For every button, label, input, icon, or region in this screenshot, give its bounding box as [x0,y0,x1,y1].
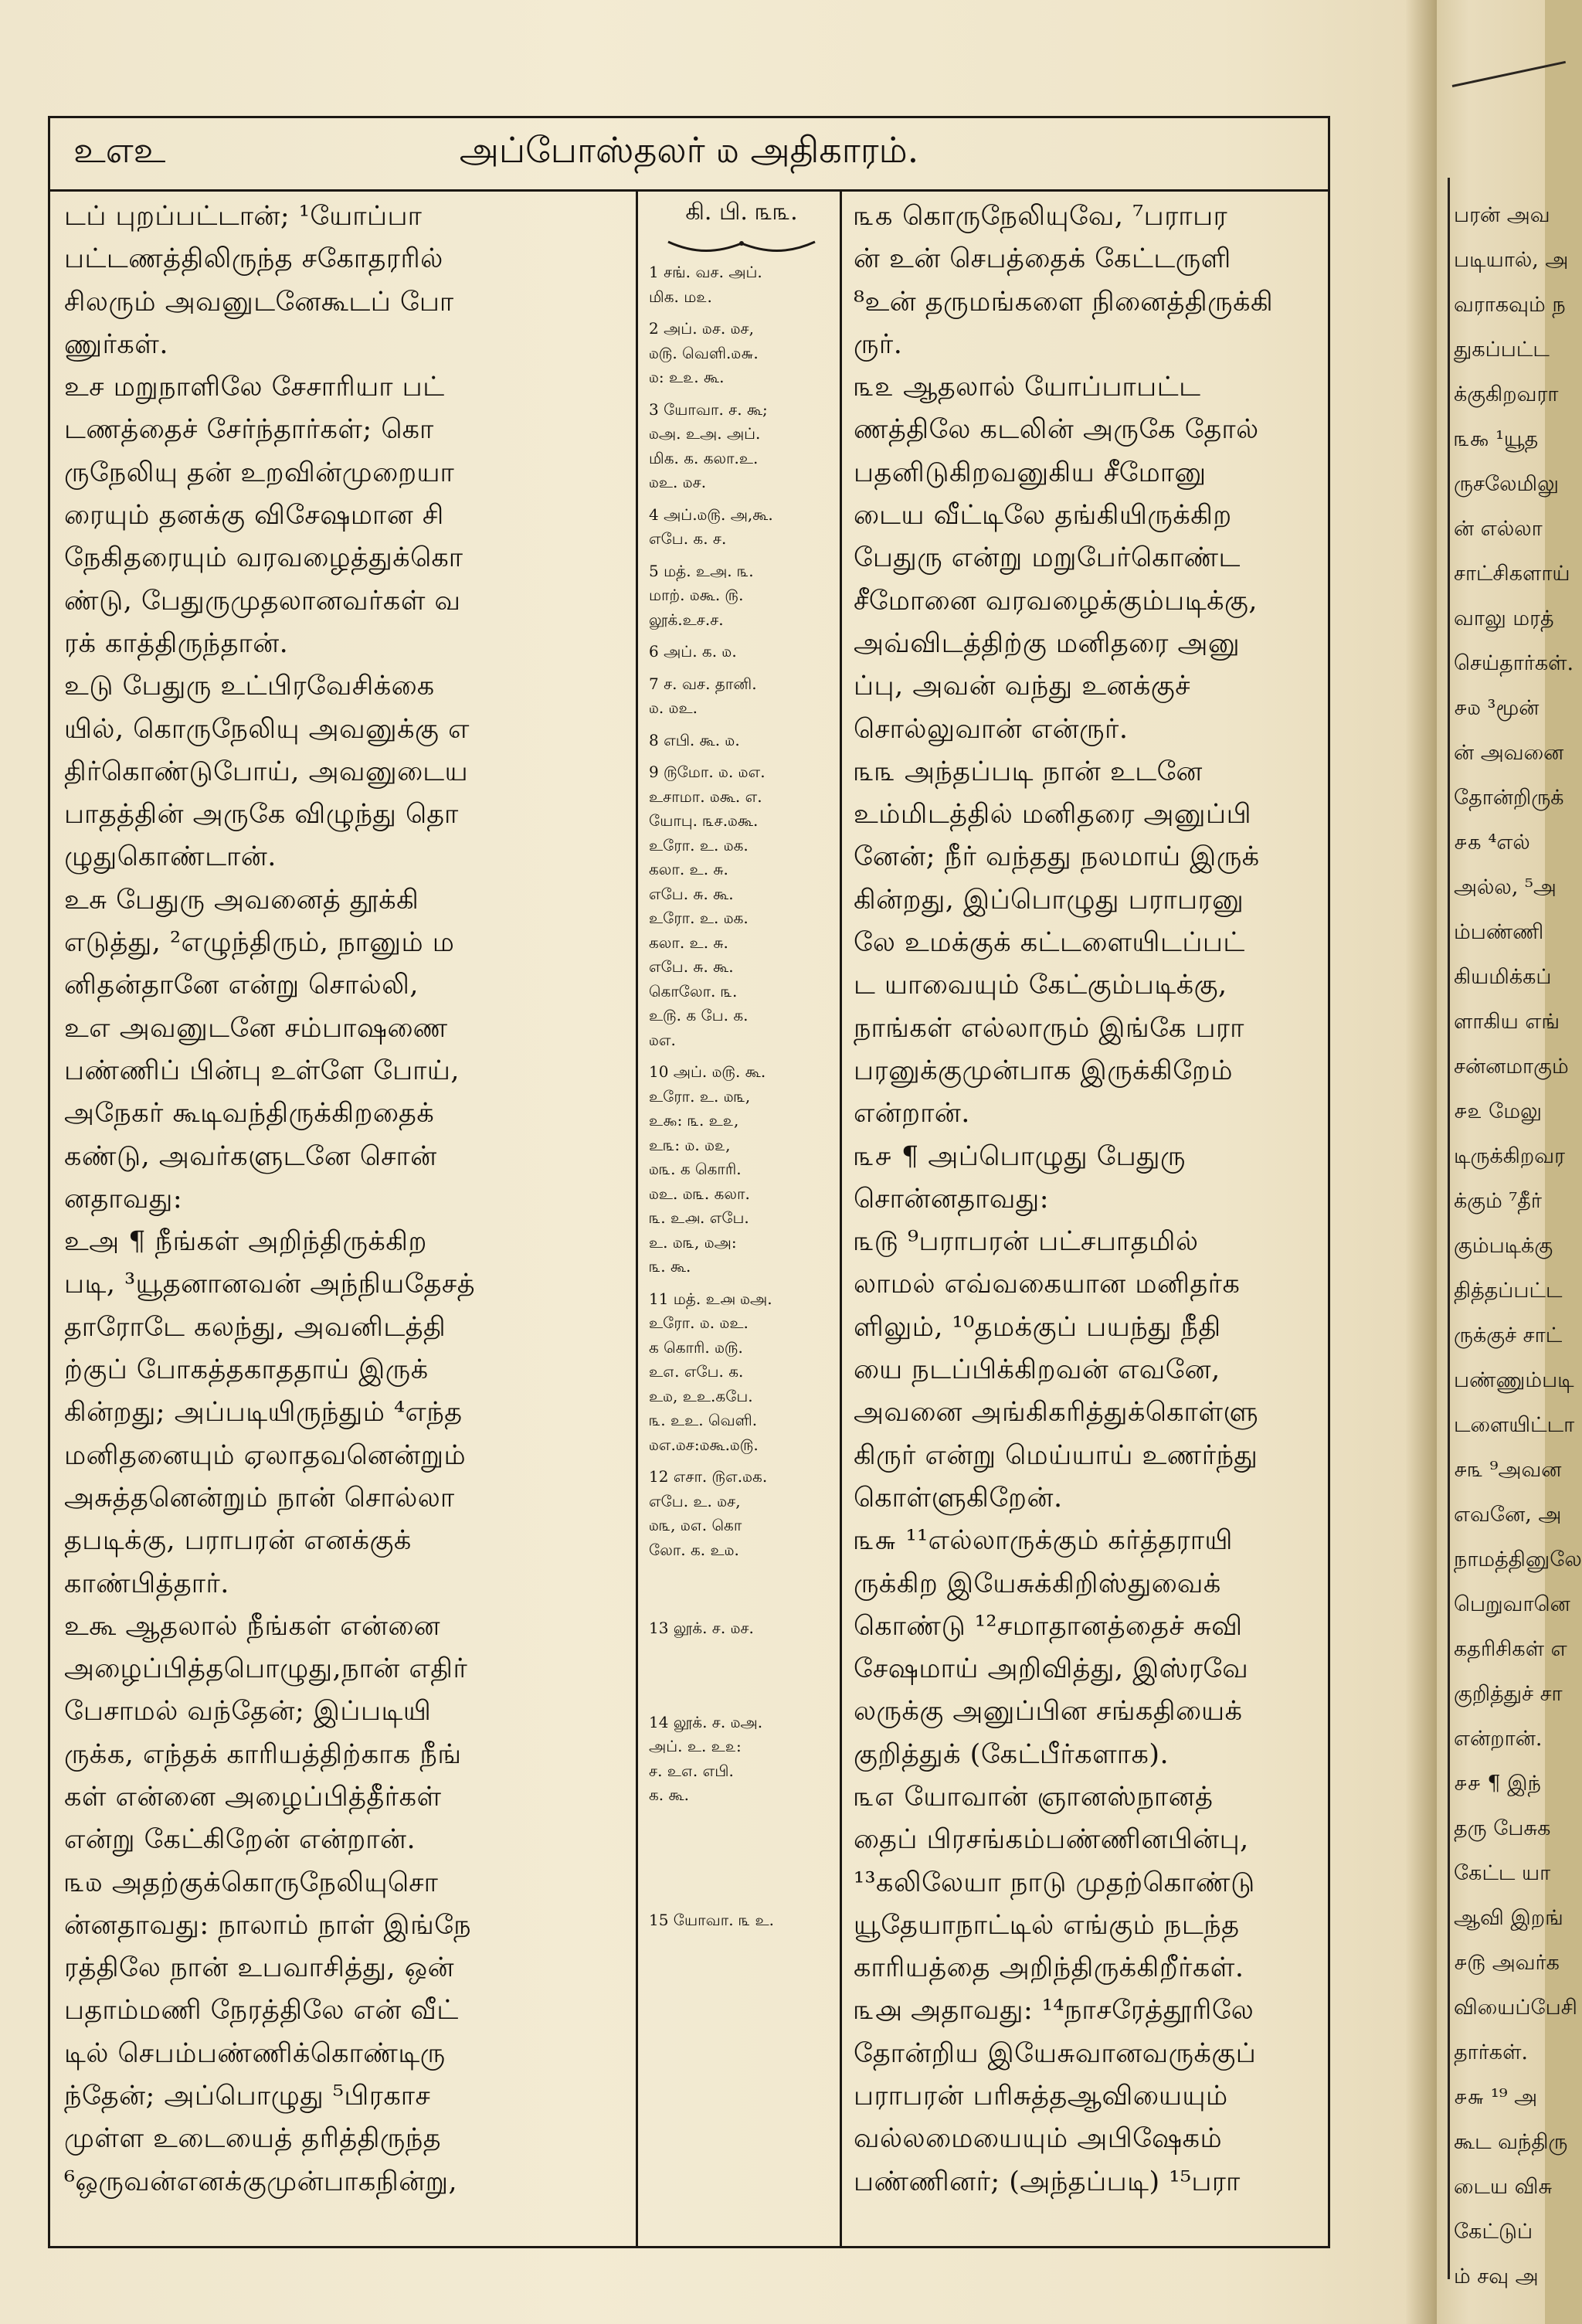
text-line: னிதன்தானே என்று சொல்லி, [64,970,419,1001]
text-line: ரத்திலே நான் உபவாசித்து, ஒன் [64,1952,455,1984]
text-line: சீமோனை வரவழைக்கும்படிக்கு, [854,585,1258,617]
reference-group [649,398,834,495]
text-line: வியைப்பேசி [1454,1996,1577,2020]
text-line: சொல்லுவான் என்ருர். [854,713,1129,745]
reference-line: 13 லூக். ச. ௰ச. [649,1619,754,1637]
text-line: பட்டணத்திலிருந்த சகோதரரில் [64,243,443,275]
text-line: ¹³கலிலேயா நாடு முதற்கொண்டு [854,1867,1255,1898]
text-line: பதாம்மணி நேரத்திலே என் வீட் [64,1995,459,2027]
text-line: ருக்கிற இயேசுக்கிறிஸ்துவைக் [854,1568,1221,1599]
reference-line: கொலோ. ௩. [649,981,738,1001]
reference-group [649,1060,834,1279]
text-line: டைய வீட்டிலே தங்கியிருக்கிற [854,500,1232,532]
text-line: ⁸உன் தருமங்களை நினைத்திருக்கி [854,286,1274,318]
text-line: ரையும் தனக்கு விசேஷமான சி [64,500,444,532]
text-line: எடுத்து, ²எழுந்திரும், நானும் ம [64,927,455,959]
reference-line: 7 ச. வச. தானி. [649,674,757,693]
text-line: ௩௪ ¶ அப்பொழுது பேதுரு [854,1140,1186,1172]
text-line: என்று கேட்கிறேன் என்றான். [64,1824,416,1856]
reference-line: 3 யோவா. ச. கூ; [649,399,768,419]
text-line: ௩௨ ஆதலால் யோப்பாபட்ட [854,372,1201,403]
text-line: காரியத்தை அறிந்திருக்கிறீர்கள். [854,1952,1244,1984]
reference-group [649,1616,834,1641]
reference-group [649,503,834,552]
text-line: பதனிடுகிறவனுகிய சீமோனு [854,457,1207,488]
text-line: கூட வந்திரு [1454,2130,1568,2154]
reference-line: 6 அப். க. ௰. [649,642,737,661]
reference-line: உ. ௰௩, ௰அ: [649,1232,737,1252]
text-line: டப் புறப்பட்டான்; ¹யோப்பா [64,201,423,232]
text-line: ௩௭ யோவான் ஞானஸ்நானத் [854,1781,1214,1813]
ornament-flourish [649,229,834,260]
text-line: பரன் அவ [1454,203,1550,227]
text-line: டிருக்கிறவர [1454,1144,1566,1168]
text-line: பண்ணினர்; (அந்தப்படி) ¹⁵பரா [854,2166,1241,2197]
reference-line: ௰௩, ௰௭. கொ [649,1516,742,1534]
text-line: வல்லமையையும் அபிஷேகம் [854,2123,1223,2155]
text-line: உசு பேதுரு அவனைத் தூக்கி [64,884,419,916]
reference-line: யோபு. ௩ச.௰கூ. [649,811,759,830]
reference-line: உரோ. உ. ௰௩, [649,1086,751,1106]
text-line: அசுத்தனென்றும் நான் சொல்லா [64,1482,455,1514]
text-line: எவனே, அ [1454,1503,1562,1527]
text-line: ளிலும், ¹⁰தமக்குப் பயந்து நீதி [854,1311,1221,1343]
reference-line: உரோ. உ. ௰க. [649,835,749,855]
adjacent-page-frame-line [1448,178,1450,2279]
left-text-column [64,195,632,2231]
text-line: சேஷமாய் அறிவித்து, இஸ்ரவே [854,1653,1249,1685]
text-line: பாதத்தின் அருகே விழுந்து தொ [64,799,459,831]
reference-line: 5 மத். உஅ. ௩. [649,561,754,580]
text-line: என்றான். [854,1098,970,1130]
text-line: ன் எல்லா [1454,517,1543,541]
text-line: ௪௧ ⁴எல் [1454,831,1530,855]
reference-line: 4 அப்.௰௫. அ,கூ. [649,505,773,524]
text-line: சொன்னதாவது: [854,1183,1050,1215]
text-line: பேசாமல் வந்தேன்; இப்படியி [64,1696,432,1728]
reference-line: உ௯: ௩. உ௨, [649,1111,739,1130]
text-line: ழுதுகொண்டான். [64,841,277,873]
text-line: வாலு மரத் [1454,606,1554,630]
reference-line: 12 எசா. ௫எ.௰க. [649,1467,768,1486]
reference-list [649,260,834,1932]
reference-line: ௰அ. உஅ. அப். [649,424,761,443]
text-line: ௩௬ ¹¹எல்லாருக்கும் கர்த்தராயி [854,1525,1233,1557]
reference-group [649,760,834,1052]
reference-line: கலா. உ. சு. [649,860,728,878]
text-line: உகூ ஆதலால் நீங்கள் என்னை [64,1610,441,1642]
text-line: தபடிக்கு, பராபரன் எனக்குக் [64,1525,412,1557]
text-line: ௩௮ அதாவது: ¹⁴நாசரேத்தூரிலே [854,1995,1254,2027]
reference-line: ௰உ. ௰௩. கலா. [649,1184,750,1203]
text-line: ப்பு, அவன் வந்து உனக்குச் [854,671,1191,702]
text-line: ன் உன் செபத்தைக் கேட்டருளி [854,243,1231,275]
reference-group [649,1711,834,1808]
reference-line: உரோ. உ. ௰க. [649,909,749,927]
reference-group [649,1908,834,1933]
adjacent-page-header-rule [1452,61,1566,87]
text-line: குறித்துக் (கேட்பீர்களாக). [854,1738,1170,1770]
text-line: ⁶ஒருவன்எனக்குமுன்பாகநின்று, [64,2166,458,2197]
text-line: கள் என்னை அழைப்பித்தீர்கள் [64,1781,442,1813]
text-line: யில், கொருநேலியு அவனுக்கு எ [64,713,470,745]
text-line: கின்றது, இப்பொழுது பராபரனு [854,884,1244,916]
text-line: ௩௯ ¹யூத [1454,427,1539,451]
reference-line: உ௭. எபே. க. [649,1362,744,1381]
text-line: உஎ அவனுடனே சம்பாஷணை [64,1012,448,1044]
reference-group [649,317,834,390]
text-line: னதாவது: [64,1183,183,1215]
text-line: கொண்டு ¹²சமாதானத்தைச் சுவி [854,1610,1243,1642]
text-line: லாமல் எவ்வகையான மனிதர்க [854,1269,1241,1300]
text-line: யூதேயாநாட்டில் எங்கும் நடந்த [854,1909,1240,1941]
text-line: மனிதனையும் ஏலாதவனென்றும் [64,1439,467,1471]
reference-line: எபே. க. ச. [649,529,727,548]
text-line: பேதுரு என்று மறுபேர்கொண்ட [854,542,1241,574]
text-line: னேன்; நீர் வந்தது நலமாய் இருக் [854,841,1260,873]
text-line: உடு பேதுரு உட்பிரவேசிக்கை [64,671,435,702]
reference-line: மாற். ௰கூ. ௫. [649,586,744,604]
column-divider-right [840,189,842,2246]
reference-group [649,672,834,721]
text-line: ற்குப் போகத்தகாததாய் இருக் [64,1354,429,1386]
text-line: திர்கொண்டுபோய், அவனுடைய [64,756,469,787]
reference-line: உ௫. க பே. க. [649,1006,749,1024]
column-divider-left [636,189,638,2246]
text-line: ருர். [854,328,903,360]
text-line: தோன்றிருக் [1454,786,1564,810]
text-line: என்றான். [1454,1727,1543,1751]
reference-line: ௰எ.௰ச:௰கூ.௰௫. [649,1435,759,1454]
reference-line: 10 அப். ௰௫. கூ. [649,1062,766,1081]
text-line: ௪௰ ³மூன் [1454,696,1540,720]
reference-line: ௰௩. க கொரி. [649,1160,742,1178]
text-line: ம்பண்ணி [1454,920,1544,944]
reference-line: 8 எபி. கூ. ௰. [649,730,740,749]
running-title: அப்போஸ்தலர் ௰ அதிகாரம். [459,129,919,171]
text-line: படியால், அ [1454,248,1569,272]
text-line: படி, ³யூதனானவன் அந்நியதேசத் [64,1269,476,1300]
reference-line: ச. உ௭. எபி. [649,1761,734,1780]
text-line: உச மறுநாளிலே சேசாரியா பட் [64,372,445,403]
text-line: ௪௫ அவர்க [1454,1951,1560,1975]
text-line: ண்டு, பேதுருமுதலானவர்கள் வ [64,585,461,617]
text-line: நேகிதரையும் வரவழைத்துக்கொ [64,542,463,574]
text-line: பண்ணும்படி [1454,1368,1574,1392]
reference-line: 2 அப். ௰ச. ௰ச, [649,319,754,338]
text-line: தோன்றிய இயேசுவானவருக்குப் [854,2037,1257,2069]
text-line: நாங்கள் எல்லாரும் இங்கே பரா [854,1012,1244,1044]
text-line: லே உமக்குக் கட்டளையிடப்பட் [854,927,1245,959]
text-line: கண்டு, அவர்களுடனே சொன் [64,1140,437,1172]
text-line: அவனை அங்கிகரித்துக்கொள்ளு [854,1397,1259,1429]
text-line: ணத்திலே கடலின் அருகே தோல் [854,414,1259,446]
text-line: ௪௩ ⁹அவன [1454,1458,1562,1482]
text-line: ஆவி இறங் [1454,1906,1563,1930]
text-line: அழைப்பித்தபொழுது,நான் எதிர் [64,1653,468,1685]
text-line: தாரோடே கலந்து, அவனிடத்தி [64,1311,446,1343]
reference-line: அப். உ. உ௨: [649,1737,742,1755]
adjacent-page-text [1454,193,1582,2299]
text-line: ந்தேன்; அப்பொழுது ⁵பிரகாச [64,2081,431,2112]
text-line: நாமத்தினுலே [1454,1548,1582,1571]
reference-line: எபே. உ. ௰ச, [649,1491,741,1510]
text-line: ருநேலியு தன் உறவின்முறையா [64,457,455,488]
text-line: ருக்குச் சாட் [1454,1323,1563,1347]
text-line: கொள்ளுகிறேன். [854,1482,1063,1514]
reference-line: 1 சங். வச. அப். [649,263,762,281]
reference-line: 9 ௫மோ. ௰. ௰எ. [649,763,766,781]
reference-line: உ௰, உஉ.கபே. [649,1386,753,1405]
text-line: பண்ணிப் பின்பு உள்ளே போய், [64,1055,460,1086]
reference-group [649,640,834,664]
reference-line: 14 லூக். ச. ௰அ. [649,1712,763,1731]
reference-line: லூக்.உச.ச. [649,610,724,629]
text-line: சாட்சிகளாய் [1454,562,1570,586]
reference-line: மிக. க. கலா.உ. [649,448,759,467]
text-line: ௪௪ ¶ இந் [1454,1772,1541,1796]
text-line: பரனுக்குமுன்பாக இருக்கிறேம் [854,1055,1234,1086]
text-line: கேட்ட யா [1454,1861,1551,1885]
reference-line: ௩. உஉ. வெளி. [649,1411,758,1429]
text-line: டணத்தைச் சேர்ந்தார்கள்; கொ [64,414,434,446]
text-line: குறித்துச் சா [1454,1682,1563,1706]
text-line: ட யாவையும் கேட்கும்படிக்கு, [854,970,1227,1001]
right-text-column [854,195,1325,2231]
text-line: ௩௩ அந்தப்படி நான் உடனே [854,756,1203,787]
text-line: தரு பேசுக [1454,1816,1551,1840]
reference-line: எபே. சு. கூ. [649,884,734,903]
text-line: ருசலேமிலு [1454,472,1559,496]
text-line: கும்படிக்கு [1454,1234,1553,1258]
reference-line: ௰உ. ௰ச. [649,473,707,491]
reference-line: ௰: உ௨. கூ. [649,368,725,386]
page-header [50,118,1328,192]
adjacent-page-edge [1437,0,1582,2324]
text-line: பெறுவானெ [1454,1592,1570,1616]
text-line: ரக் காத்திருந்தான். [64,627,289,659]
reference-line: ௩. கூ. [649,1257,691,1276]
text-line: முள்ள உடையைத் தரித்திருந்த [64,2123,442,2155]
text-line: ணுர்கள். [64,328,168,360]
reference-group [649,260,834,309]
reference-line: 11 மத். உ௮ ௰அ. [649,1289,772,1308]
text-line: ன் அவனை [1454,741,1564,765]
text-line: ௪௬ ¹⁹ அ [1454,2085,1538,2109]
reference-line: ௩. உ௮. எபே. [649,1208,749,1227]
reference-line: உசாமா. ௰கூ. எ. [649,787,762,806]
text-line: ம் சவு அ [1454,2265,1539,2288]
text-line: ளாகிய எங் [1454,1010,1560,1034]
text-line: அல்ல, ⁵அ [1454,875,1557,899]
text-line: கியமிக்கப் [1454,965,1552,989]
text-line: கிருர் என்று மெய்யாய் உணர்ந்து [854,1439,1258,1471]
reference-line: ௰௫. வெளி.௰௬. [649,343,759,362]
text-line: பராபரன் பரிசுத்தஆவியையும் [854,2081,1228,2112]
reference-line: கலா. உ. சு. [649,933,728,952]
page-number: உஎஉ [73,129,166,171]
reference-line: மிக. ம௨. [649,287,712,306]
text-line: சிலரும் அவனுடனேகூடப் போ [64,286,454,318]
text-line: உம்மிடத்தில் மனிதரை அனுப்பி [854,799,1252,831]
text-line: லருக்கு அனுப்பின சங்கதியைக் [854,1696,1243,1728]
reference-group [649,559,834,633]
text-line: சன்னமாகும் [1454,1055,1569,1079]
reference-line: லோ. க. உ௰. [649,1540,739,1559]
text-line: வராகவும் ந [1454,293,1566,317]
reference-group [649,1287,834,1458]
text-line: தார்கள். [1454,2040,1529,2064]
text-line: துகப்பட்ட [1454,338,1550,362]
reference-group [649,729,834,753]
text-line: கின்றது; அப்படியிருந்தும் ⁴எந்த [64,1397,463,1429]
text-line: டில் செபம்பண்ணிக்கொண்டிரு [64,2037,446,2069]
reference-line: உ௩: ௰. ௰௨, [649,1135,731,1154]
reference-line: 15 யோவா. ௩ உ. [649,1910,775,1929]
text-line: ௩௫ ⁹பராபரன் பட்சபாதமில் [854,1226,1199,1258]
reference-line: க கொரி. ௰௫. [649,1337,743,1357]
page-frame [48,116,1330,2248]
reference-group [649,1465,834,1562]
margin-date-heading: கி. பி. ௩௩. [685,199,798,226]
text-line: க்கும் ⁷தீர் [1454,1189,1542,1213]
text-line: ருக்க, எந்தக் காரியத்திற்காக நீங் [64,1738,462,1770]
text-line: டளையிட்டா [1454,1413,1575,1437]
reference-line: எபே. சு. கூ. [649,957,734,976]
text-line: தித்தப்பட்ட [1454,1279,1563,1303]
text-line: டைய விசு [1454,2175,1553,2199]
text-line: யை நடப்பிக்கிறவன் எவனே, [854,1354,1220,1386]
text-line: கதரிசிகள் எ [1454,1637,1567,1661]
text-line: தைப் பிரசங்கம்பண்ணினபின்பு, [854,1824,1249,1856]
reference-line: ௰எ. [649,1030,676,1049]
text-line: அநேகர் கூடிவந்திருக்கிறதைக் [64,1098,435,1130]
text-line: காண்பித்தார். [64,1568,229,1599]
margin-references-column [649,195,834,2231]
text-line: ௪௨ மேலு [1454,1099,1542,1123]
text-line: செய்தார்கள். [1454,651,1574,675]
text-line: க்குகிறவரா [1454,382,1559,406]
reference-line: க. கூ. [649,1785,689,1804]
text-line: உஅ ¶ நீங்கள் அறிந்திருக்கிற [64,1226,427,1258]
text-line: ன்னதாவது: நாலாம் நாள் இங்நே [64,1909,472,1941]
text-line: ௩௧ கொருநேலியுவே, ⁷பராபர [854,201,1228,232]
reference-line: ௰. ௰உ. [649,698,698,717]
reference-line: உரோ. ௰. ௰உ. [649,1313,749,1332]
text-line: அவ்விடத்திற்கு மனிதரை அனு [854,627,1241,659]
text-line: ௩௰ அதற்குக்கொருநேலியுசொ [64,1867,439,1898]
text-line: கேட்டுப் [1454,2220,1533,2244]
